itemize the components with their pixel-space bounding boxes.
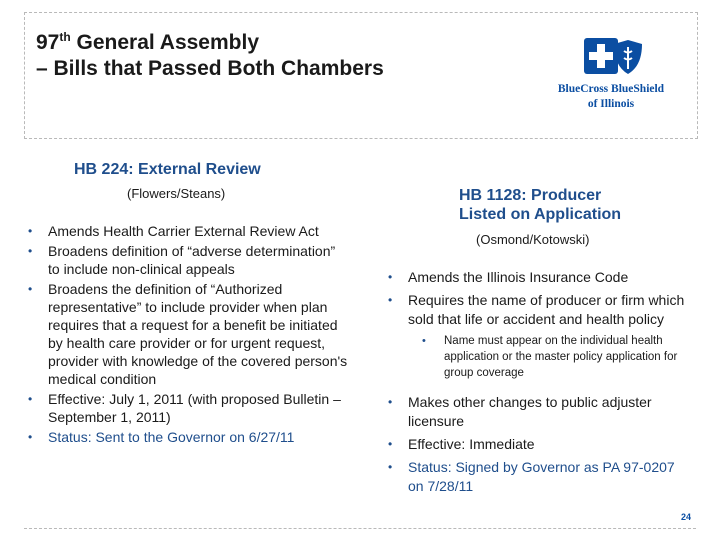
list-item: • Effective: July 1, 2011 (with proposed Bulletin – September 1, 2011) xyxy=(28,391,341,425)
footer-rule xyxy=(24,528,696,537)
slide-title: 97th General Assembly – Bills that Passed Both Chambers xyxy=(36,30,384,80)
hb224-sponsors: (Flowers/Steans) xyxy=(127,186,226,201)
bullet-icon: • xyxy=(388,395,393,409)
bullet-icon: • xyxy=(28,224,33,238)
bullet-icon: • xyxy=(422,335,426,347)
bullet-icon: • xyxy=(28,244,33,258)
list-item: • Effective: Immediate xyxy=(388,436,535,452)
bullet-icon: • xyxy=(388,293,393,307)
list-item: • Amends Health Carrier External Review Act xyxy=(28,223,319,239)
bullet-icon: • xyxy=(388,270,393,284)
hb1128-bullet-list xyxy=(386,268,686,500)
hb1128-title: HB 1128: Producer Listed on Application xyxy=(459,187,622,223)
hb224-title: HB 224: External Review xyxy=(74,161,261,178)
list-item: • Makes other changes to public adjuster licensure xyxy=(388,394,652,429)
list-item: • Amends the Illinois Insurance Code xyxy=(388,269,629,285)
list-item: • Broadens the definition of “Authorized representative” to include provider when plan requires that a request for a benefit be initiated by health care provider or for urgent request, provider with knowledge of the covered person's medical condition xyxy=(28,281,348,387)
bullet-icon: • xyxy=(28,392,33,406)
bullet-icon: • xyxy=(388,460,393,474)
hb1128-sponsors: (Osmond/Kotowski) xyxy=(476,232,590,247)
logo-wordmark: BlueCross BlueShield of Illinois xyxy=(557,83,665,110)
sub-list-item: • Name must appear on the individual health application or the master policy application for group coverage xyxy=(422,335,678,379)
hb224-bullet-list xyxy=(26,222,348,448)
list-item: • Broadens definition of “adverse determination” to include non-clinical appeals xyxy=(28,243,336,277)
bullet-icon: • xyxy=(388,437,393,451)
bullet-icon: • xyxy=(28,282,33,296)
list-item: • Status: Sent to the Governor on 6/27/11 xyxy=(28,429,295,445)
list-item: • Requires the name of producer or firm which sold that life or accident and health policy xyxy=(388,292,685,327)
list-item: • Status: Signed by Governor as PA 97-0207 on 7/28/11 xyxy=(388,459,675,494)
page-number: 24 xyxy=(681,512,692,522)
bullet-icon: • xyxy=(28,430,33,444)
